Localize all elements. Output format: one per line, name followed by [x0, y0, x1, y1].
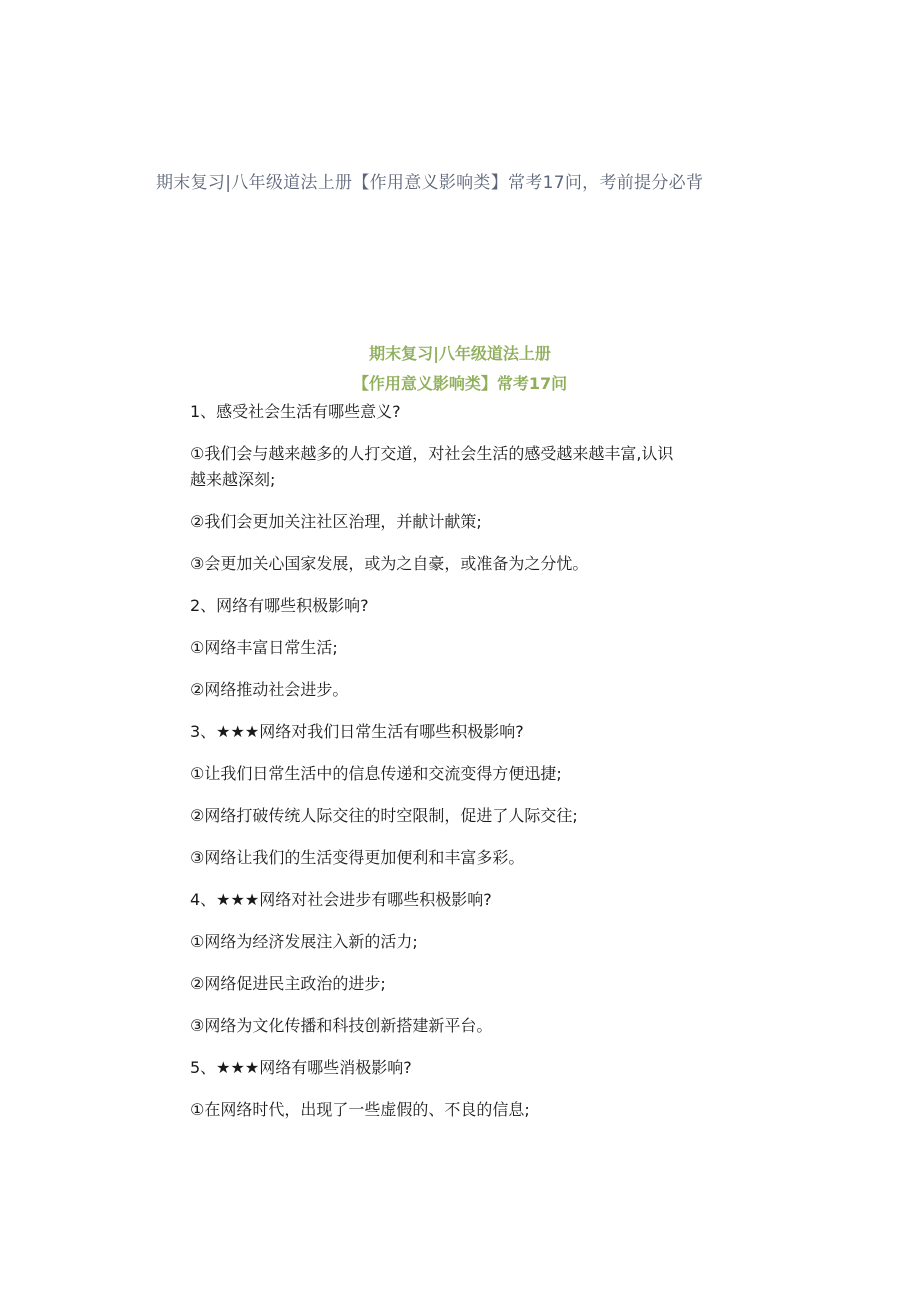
answer-3-1: ①让我们日常生活中的信息传递和交流变得方便迅捷;	[190, 764, 562, 783]
document-title: 期末复习|八年级道法上册【作用意义影响类】常考17问，考前提分必背	[156, 173, 704, 193]
section-heading-line-1: 期末复习|八年级道法上册	[369, 344, 551, 363]
answer-5-1: ①在网络时代，出现了一些虚假的、不良的信息;	[190, 1100, 530, 1119]
question-1: 1、感受社会生活有哪些意义?	[190, 402, 401, 421]
answer-4-1: ①网络为经济发展注入新的活力;	[190, 932, 418, 951]
answer-1-3: ③会更加关心国家发展，或为之自豪，或准备为之分忧。	[190, 554, 589, 573]
question-4: 4、★★★网络对社会进步有哪些积极影响?	[190, 890, 492, 909]
answer-1-2: ②我们会更加关注社区治理，并献计献策;	[190, 512, 482, 531]
question-5: 5、★★★网络有哪些消极影响?	[190, 1058, 412, 1077]
answer-2-2: ②网络推动社会进步。	[190, 680, 349, 699]
section-heading-line-2: 【作用意义影响类】常考17问	[352, 374, 568, 393]
answer-3-3: ③网络让我们的生活变得更加便利和丰富多彩。	[190, 848, 525, 867]
answer-4-3: ③网络为文化传播和科技创新搭建新平台。	[190, 1016, 493, 1035]
question-3: 3、★★★网络对我们日常生活有哪些积极影响?	[190, 722, 524, 741]
answer-4-2: ②网络促进民主政治的进步;	[190, 974, 386, 993]
answer-1-1: ①我们会与越来越多的人打交道，对社会生活的感受越来越丰富,认识	[190, 444, 674, 463]
question-2: 2、网络有哪些积极影响?	[190, 596, 369, 615]
answer-1-1-continued: 越来越深刻;	[190, 470, 276, 489]
answer-3-2: ②网络打破传统人际交往的时空限制，促进了人际交往;	[190, 806, 578, 825]
answer-2-1: ①网络丰富日常生活;	[190, 638, 338, 657]
